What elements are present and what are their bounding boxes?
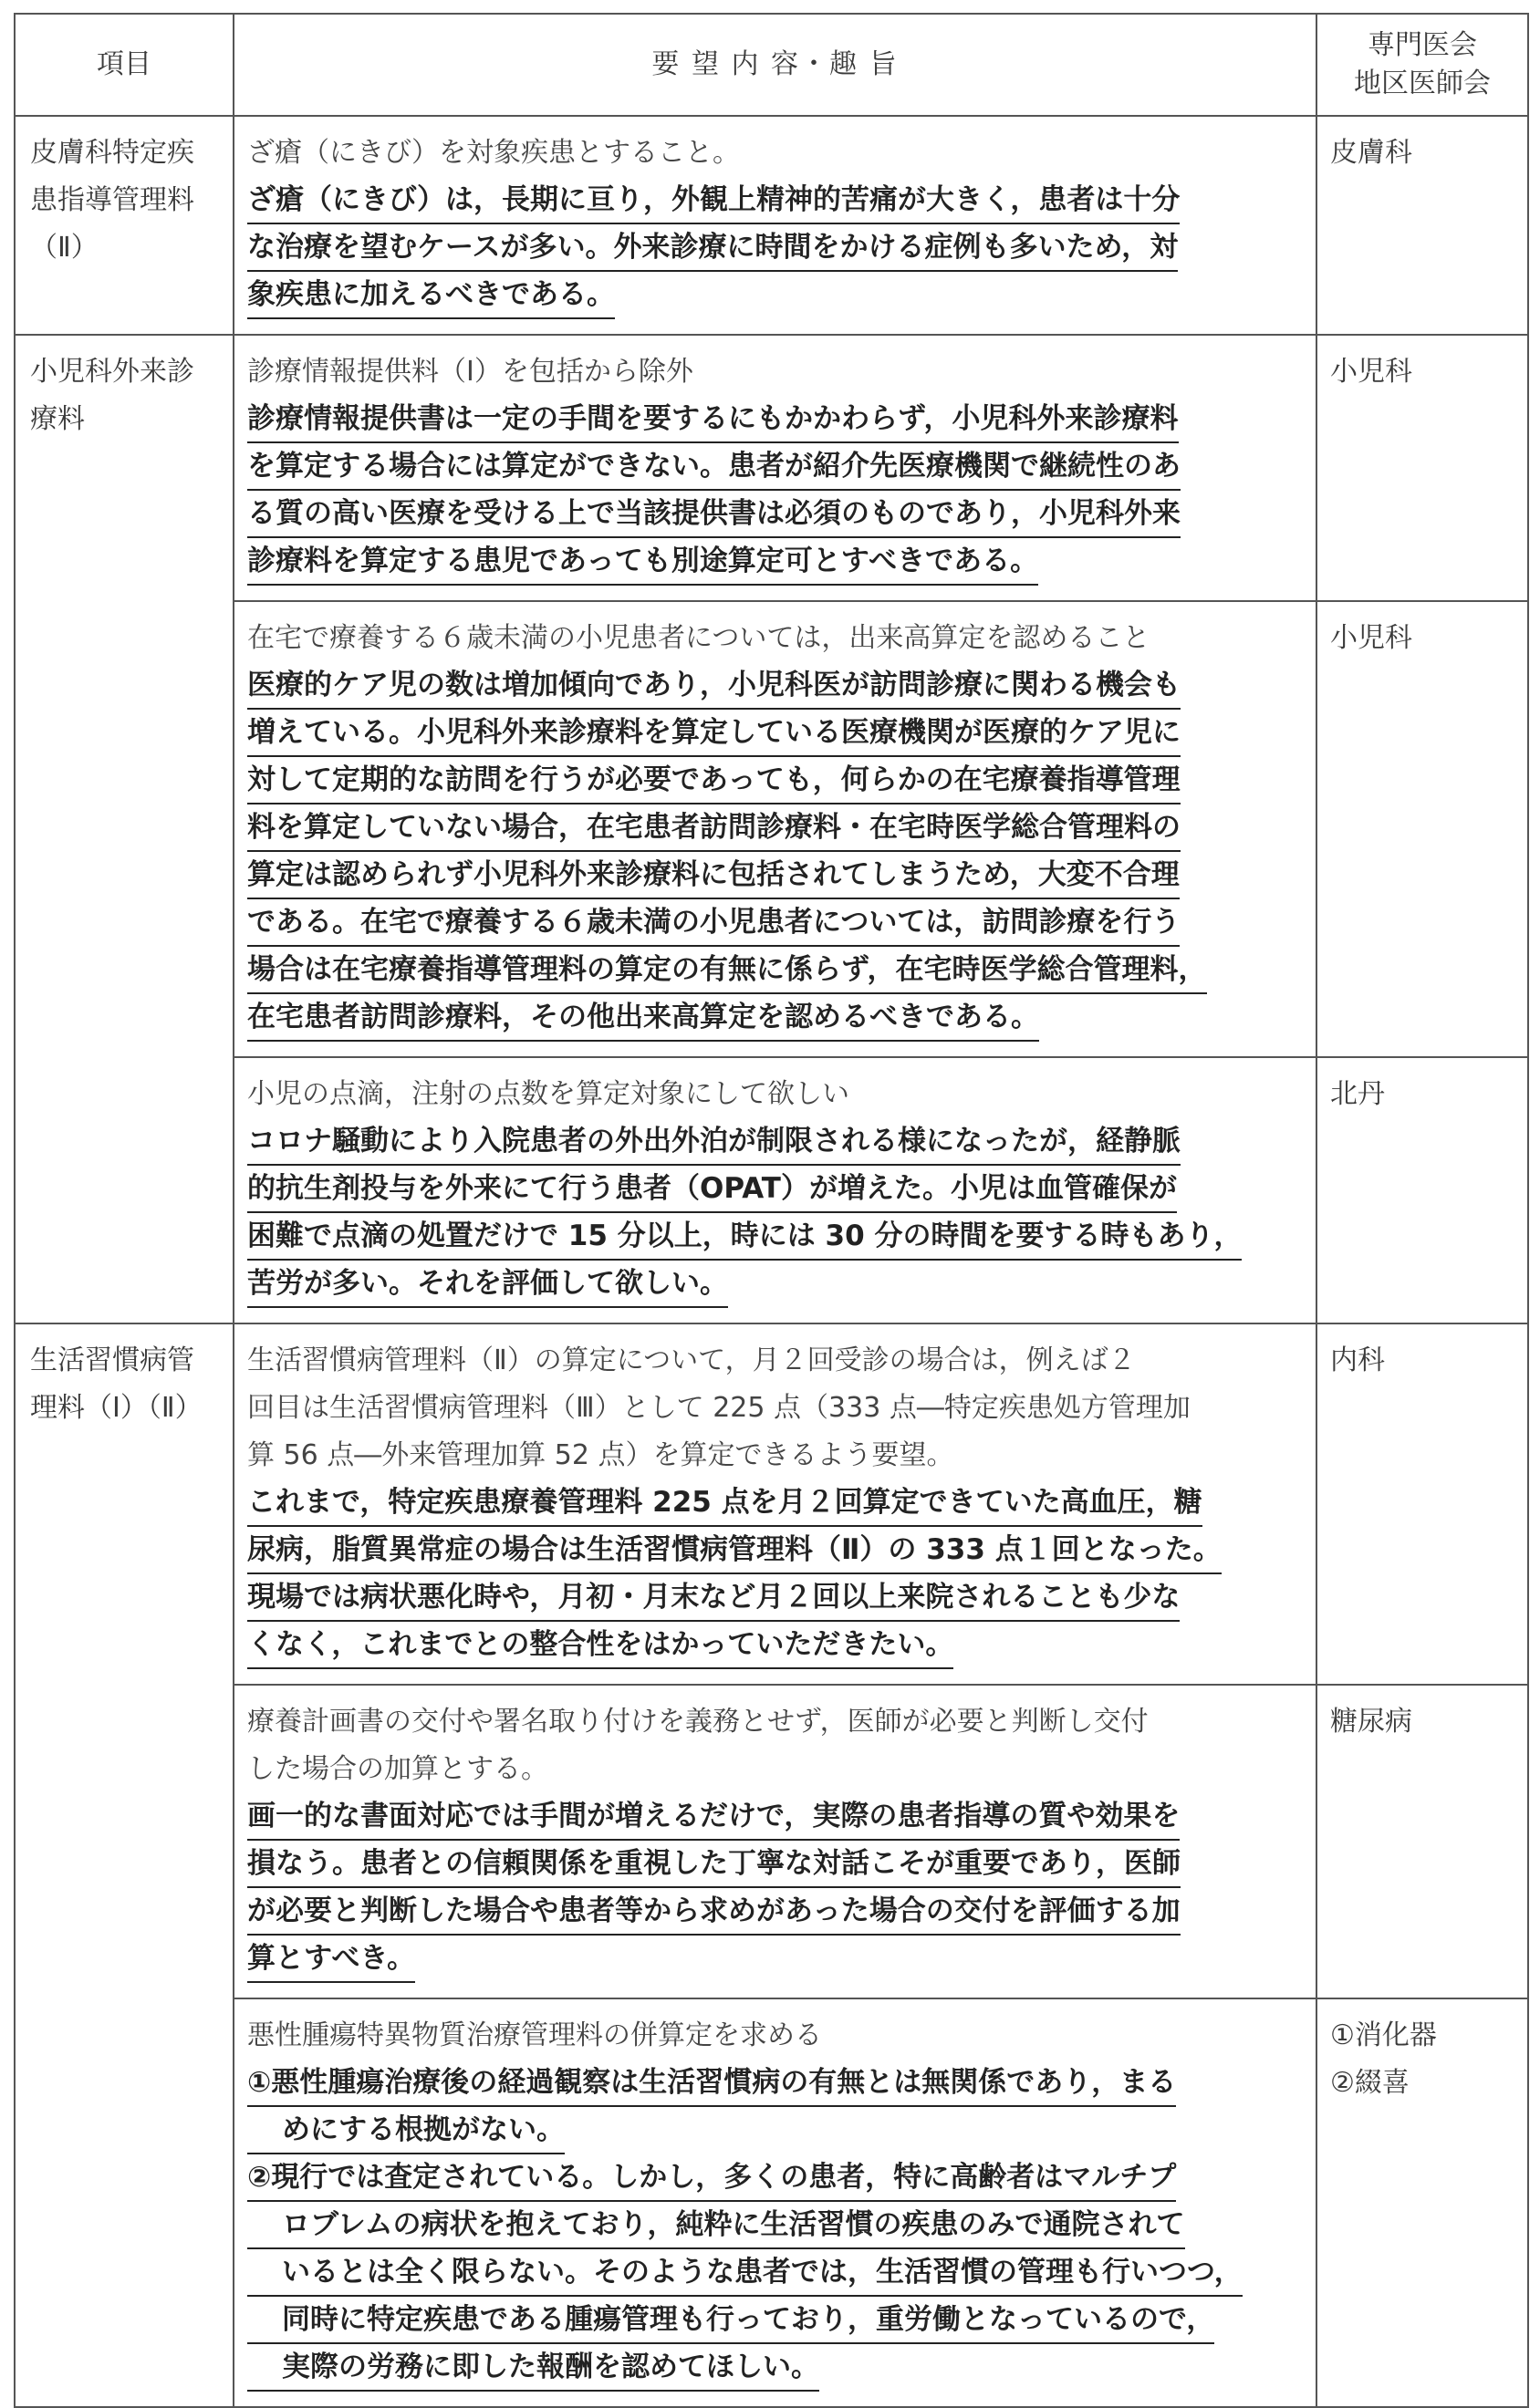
justification-line: ②現行では査定されている。しかし，多くの患者，特に高齢者はマルチプ: [247, 2154, 1176, 2202]
table-row: [15, 1057, 1528, 1323]
content-cell: [234, 601, 1316, 1057]
justification-line: る質の高い医療を受ける上で当該提供書は必須のものであり，小児科外来: [247, 491, 1181, 538]
header-request: 要 望 内 容・趣 旨: [234, 14, 1316, 116]
table-row: [15, 601, 1528, 1057]
request-line: 生活習慣病管理料（Ⅱ）の算定について，月２回受診の場合は，例えば２: [247, 1344, 1136, 1376]
justification-line: 増えている。小児科外来診療料を算定している医療機関が医療的ケア児に: [247, 710, 1181, 757]
association-label: ②綴喜: [1330, 2067, 1410, 2099]
header-association-line1: 専門医会: [1368, 29, 1477, 61]
association-label: 北丹: [1330, 1078, 1385, 1110]
association-label: 小児科: [1330, 622, 1412, 654]
justification-line: 医療的ケア児の数は増加傾向であり，小児科医が訪問診療に関わる機会も: [247, 662, 1181, 710]
justification-point-1: [247, 2060, 1303, 2154]
association-label: 内科: [1330, 1344, 1385, 1376]
association-cell: [1316, 116, 1528, 335]
content-cell: [234, 1685, 1316, 1998]
content-cell: [234, 1057, 1316, 1323]
justification-line: 同時に特定疾患である腫瘍管理も行っており，重労働となっているので，: [247, 2297, 1214, 2344]
justification-line: 的抗生剤投与を外来にて行う患者（OPAT）が増えた。小児は血管確保が: [247, 1166, 1177, 1213]
header-association: [1316, 14, 1528, 116]
item-cell: [15, 116, 234, 335]
justification-line: 対して定期的な訪問を行うが必要であっても，何らかの在宅療養指導管理: [247, 757, 1181, 804]
justification-line: くなく，これまでとの整合性をはかっていただきたい。: [247, 1622, 953, 1669]
justification-line: 料を算定していない場合，在宅患者訪問診療料・在宅時医学総合管理料の: [247, 804, 1181, 852]
item-line: 小児科外来診: [30, 356, 194, 388]
request-text: [247, 348, 1303, 396]
table-row: [15, 1685, 1528, 1998]
request-line: 悪性腫瘍特異物質治療管理料の併算定を求める: [247, 2019, 822, 2051]
justification-line: ①悪性腫瘍治療後の経過観察は生活習慣病の有無とは無関係であり，まる: [247, 2060, 1176, 2107]
justification-line: 苦労が多い。それを評価して欲しい。: [247, 1261, 728, 1308]
justification-line: ざ瘡（にきび）は，長期に亘り，外観上精神的苦痛が大きく，患者は十分: [247, 177, 1180, 224]
justification-line: 実際の労務に即した報酬を認めてほしい。: [247, 2344, 819, 2392]
request-line: 算 56 点―外来管理加算 52 点）を算定できるよう要望。: [247, 1439, 954, 1471]
justification-line: 在宅患者訪問診療料，その他出来高算定を認めるべきである。: [247, 994, 1039, 1042]
content-cell: [234, 1323, 1316, 1685]
request-text: [247, 130, 1303, 177]
table-row: [15, 116, 1528, 335]
request-text: [247, 1337, 1303, 1479]
justification-line: を算定する場合には算定ができない。患者が紹介先医療機関で継続性のあ: [247, 443, 1181, 491]
justification-line: な治療を望むケースが多い。外来診療に時間をかける症例も多いため，対: [247, 224, 1178, 272]
item-line: 生活習慣病管: [30, 1344, 194, 1376]
request-line: 小児の点滴，注射の点数を算定対象にして欲しい: [247, 1078, 849, 1110]
item-cell: [15, 335, 234, 1323]
item-line: （Ⅱ）: [30, 232, 99, 264]
justification-text: [247, 1479, 1303, 1669]
justification-line: いるとは全く限らない。そのような患者では，生活習慣の管理も行いつつ，: [247, 2249, 1243, 2297]
justification-text: [247, 1793, 1303, 1983]
justification-line: コロナ騒動により入院患者の外出外泊が制限される様になったが，経静脈: [247, 1118, 1181, 1166]
request-line: した場合の加算とする。: [247, 1753, 548, 1785]
header-row: [15, 14, 1528, 116]
justification-line: 困難で点滴の処置だけで 15 分以上，時には 30 分の時間を要する時もあり，: [247, 1213, 1242, 1261]
table-row: [15, 335, 1528, 601]
justification-text: [247, 1118, 1303, 1308]
justification-text: [247, 662, 1303, 1042]
association-label: 小児科: [1330, 356, 1412, 388]
content-cell: [234, 1998, 1316, 2407]
item-line: 理料（Ⅰ）（Ⅱ）: [30, 1392, 203, 1424]
justification-line: 現場では病状悪化時や，月初・月末など月２回以上来院されることも少な: [247, 1574, 1180, 1622]
justification-line: 診療情報提供書は一定の手間を要するにもかかわらず，小児科外来診療料: [247, 396, 1179, 443]
justification-line: 尿病，脂質異常症の場合は生活習慣病管理料（Ⅱ）の 333 点１回となった。: [247, 1527, 1222, 1574]
justification-line: である。在宅で療養する６歳未満の小児患者については，訪問診療を行う: [247, 899, 1180, 947]
item-line: 療料: [30, 403, 85, 435]
content-cell: [234, 335, 1316, 601]
association-cell: [1316, 601, 1528, 1057]
header-item: 項目: [15, 14, 234, 116]
content-cell: [234, 116, 1316, 335]
association-cell: [1316, 335, 1528, 601]
item-line: 皮膚科特定疾: [30, 137, 194, 169]
justification-line: 損なう。患者との信頼関係を重視した丁寧な対話こそが重要であり，医師: [247, 1841, 1181, 1888]
justification-line: 象疾患に加えるべきである。: [247, 272, 615, 319]
request-text: [247, 1698, 1303, 1793]
table-row: [15, 1998, 1528, 2407]
association-cell: [1316, 1685, 1528, 1998]
request-text: [247, 2012, 1303, 2060]
justification-line: これまで，特定疾患療養管理料 225 点を月２回算定できていた高血圧，糖: [247, 1479, 1202, 1527]
request-line: 診療情報提供料（Ⅰ）を包括から除外: [247, 356, 693, 388]
request-line: ざ瘡（にきび）を対象疾患とすること。: [247, 137, 740, 169]
association-label: 糖尿病: [1330, 1706, 1412, 1738]
justification-line: 場合は在宅療養指導管理料の算定の有無に係らず，在宅時医学総合管理料，: [247, 947, 1207, 994]
association-cell: [1316, 1057, 1528, 1323]
justification-line: ロブレムの病状を抱えており，純粋に生活習慣の疾患のみで通院されて: [247, 2202, 1185, 2249]
justification-line: 算とすべき。: [247, 1936, 415, 1983]
request-line: 回目は生活習慣病管理料（Ⅲ）として 225 点（333 点―特定疾患処方管理加: [247, 1392, 1191, 1424]
justification-line: 診療料を算定する患児であっても別途算定可とすべきである。: [247, 538, 1038, 586]
justification-line: めにする根拠がない。: [247, 2107, 565, 2154]
justification-text: [247, 177, 1303, 319]
request-table: [14, 13, 1529, 2408]
association-cell: [1316, 1998, 1528, 2407]
justification-line: 画一的な書面対応では手間が増えるだけで，実際の患者指導の質や効果を: [247, 1793, 1180, 1841]
request-text: [247, 615, 1303, 662]
request-line: 在宅で療養する６歳未満の小児患者については，出来高算定を認めること: [247, 622, 1150, 654]
association-label: ①消化器: [1330, 2019, 1437, 2051]
association-cell: [1316, 1323, 1528, 1685]
request-line: 療養計画書の交付や署名取り付けを義務とせず，医師が必要と判断し交付: [247, 1706, 1149, 1738]
request-text: [247, 1071, 1303, 1118]
justification-line: 算定は認められず小児科外来診療料に包括されてしまうため，大変不合理: [247, 852, 1180, 899]
header-association-line2: 地区医師会: [1354, 67, 1491, 99]
table-row: [15, 1323, 1528, 1685]
item-line: 患指導管理料: [30, 184, 194, 216]
justification-text: [247, 396, 1303, 586]
item-cell: [15, 1323, 234, 2407]
justification-point-2: [247, 2154, 1303, 2392]
justification-line: が必要と判断した場合や患者等から求めがあった場合の交付を評価する加: [247, 1888, 1181, 1936]
association-label: 皮膚科: [1330, 137, 1412, 169]
